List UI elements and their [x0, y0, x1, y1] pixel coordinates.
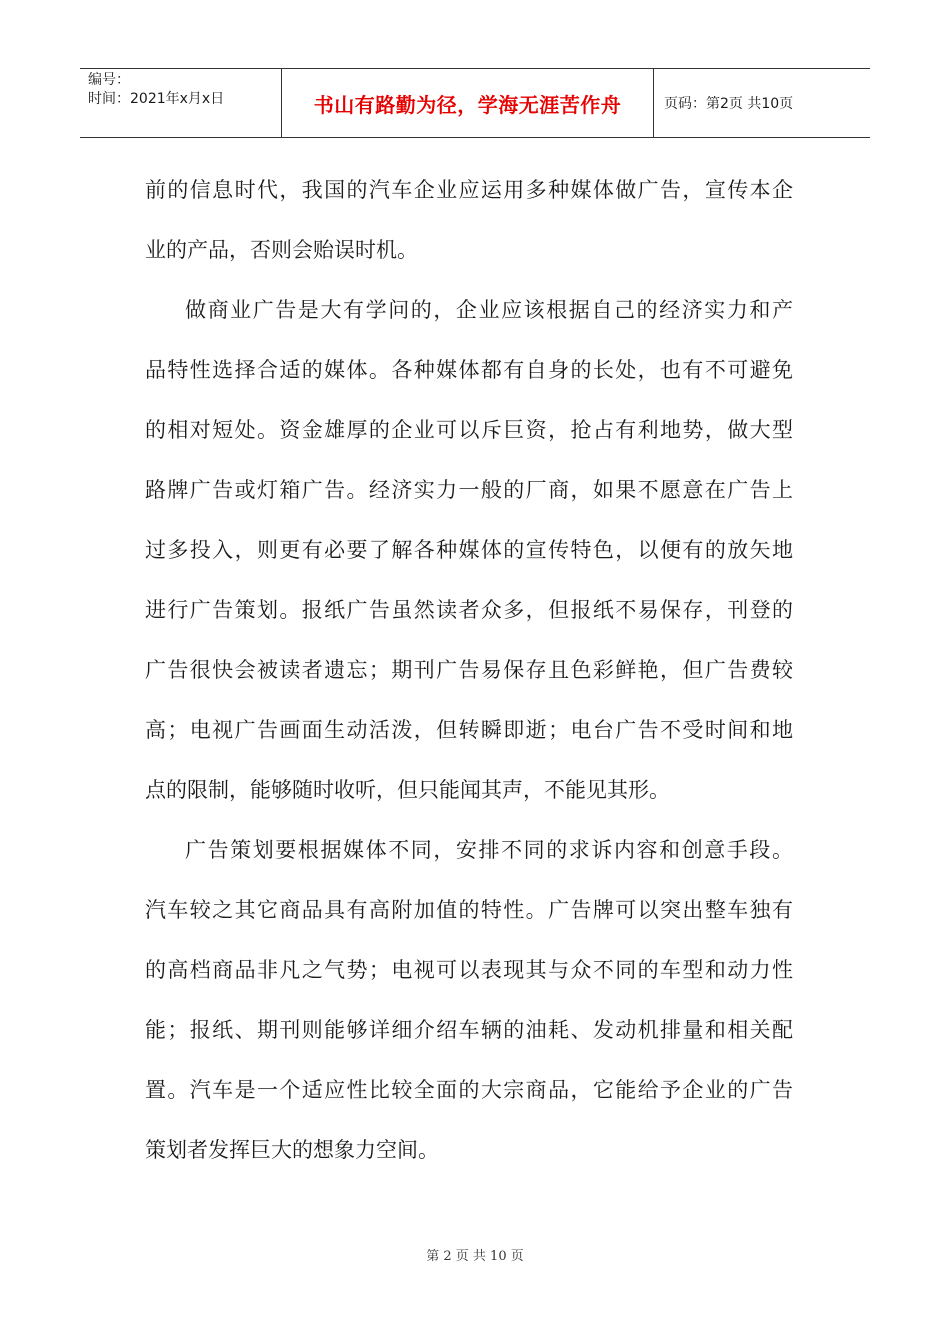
paragraph — [145, 160, 793, 280]
number-label: 编号： — [88, 72, 130, 88]
text-line: 品特性选择合适的媒体。各种媒体都有自身的长处，也有不可避免 — [145, 358, 793, 382]
paragraph — [145, 820, 793, 1180]
page-footer: 第 2 页 共 10 页 — [426, 1249, 524, 1264]
text-line: 过多投入，则更有必要了解各种媒体的宣传特色，以便有的放矢地 — [145, 538, 793, 562]
text-line: 广告策划要根据媒体不同，安排不同的求诉内容和创意手段。 — [185, 838, 793, 862]
text-line: 能；报纸、期刊则能够详细介绍车辆的油耗、发动机排量和相关配 — [145, 1018, 793, 1042]
document-body — [145, 160, 793, 1180]
text-line: 策划者发挥巨大的想象力空间。 — [145, 1138, 439, 1162]
header-motto: 书山有路勤为径，学海无涯苦作舟 — [282, 69, 654, 137]
text-line: 业的产品，否则会贻误时机。 — [145, 238, 418, 262]
text-line: 置。汽车是一个适应性比较全面的大宗商品，它能给予企业的广告 — [145, 1078, 793, 1102]
text-line: 汽车较之其它商品具有高附加值的特性。广告牌可以突出整车独有 — [145, 898, 793, 922]
text-line: 高；电视广告画面生动活泼，但转瞬即逝；电台广告不受时间和地 — [145, 718, 793, 742]
text-line: 前的信息时代，我国的汽车企业应运用多种媒体做广告，宣传本企 — [145, 178, 793, 202]
text-line: 点的限制，能够随时收听，但只能闻其声，不能见其形。 — [145, 778, 670, 802]
text-line: 的高档商品非凡之气势；电视可以表现其与众不同的车型和动力性 — [145, 958, 793, 982]
text-line: 的相对短处。资金雄厚的企业可以斥巨资，抢占有利地势，做大型 — [145, 418, 793, 442]
text-line: 路牌广告或灯箱广告。经济实力一般的厂商，如果不愿意在广告上 — [145, 478, 793, 502]
paragraph — [145, 280, 793, 820]
time-label: 时间：2021年x月x日 — [88, 91, 225, 107]
text-line: 做商业广告是大有学问的，企业应该根据自己的经济实力和产 — [185, 298, 793, 322]
header-meta — [80, 69, 282, 137]
header-page-info: 页码：第2页 共10页 — [664, 96, 794, 112]
text-line: 进行广告策划。报纸广告虽然读者众多，但报纸不易保存，刊登的 — [145, 598, 793, 622]
page-header — [80, 68, 870, 138]
text-line: 广告很快会被读者遗忘；期刊广告易保存且色彩鲜艳，但广告费较 — [145, 658, 793, 682]
